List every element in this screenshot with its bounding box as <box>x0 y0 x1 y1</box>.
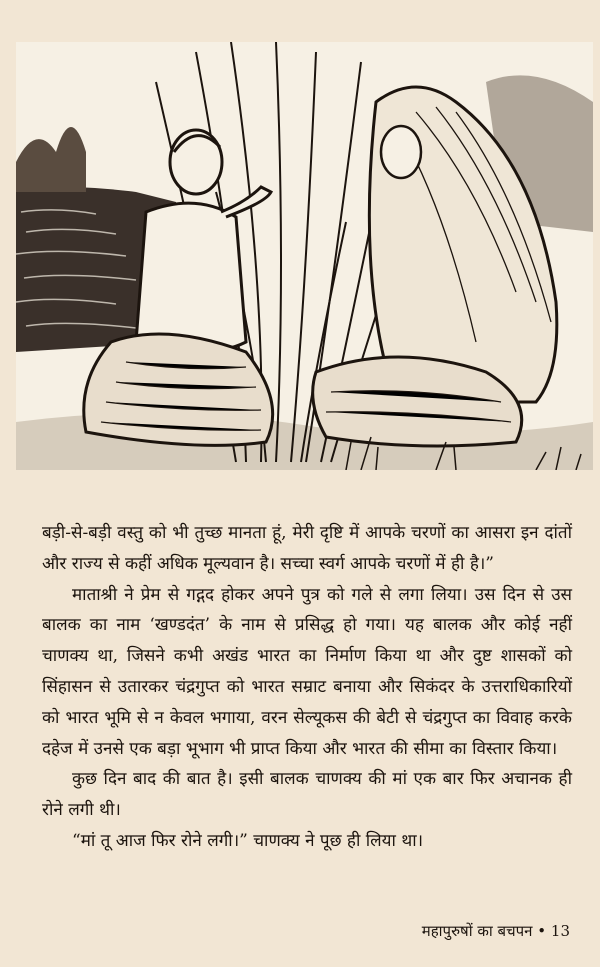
paragraph-4: “मां तू आज फिर रोने लगी।” चाणक्य ने पूछ ही लिया था। <box>72 830 424 851</box>
paragraph-2: माताश्री ने प्रेम से गद्गद होकर अपने पुत्र को गले से लगा लिया। उस दिन से उस बालक का नाम ‘खण्डदंत’ के नाम से प्रसिद्ध हो गया। यह बालक और कोई नहीं चाणक्य था, जिसने कभी अखंड भारत का निर्माण किया था और दुष्ट शासकों को सिंहासन से उतारकर चंद्रगुप्त को भारत सम्राट बनाया और सिकंदर के उत्तराधिकारियों को भारत भूमि से न केवल भगाया, वरन सेल्यूकस की बेटी से चंद्रगुप्त का विवाह करके दहेज में उनसे एक बड़ा भूभाग भी प्राप्त किया और भारत की सीमा का विस्तार किया। <box>42 584 572 759</box>
footer-separator: • <box>537 922 547 940</box>
paragraph-3: कुछ दिन बाद की बात है। इसी बालक चाणक्य की मां एक बार फिर अचानक ही रोने लगी थी। <box>42 769 572 821</box>
illustration <box>16 42 593 470</box>
body-text <box>42 518 572 857</box>
book-title: महापुरुषों का बचपन <box>421 922 533 940</box>
page-number: 13 <box>550 922 570 940</box>
paragraph-1: बड़ी-से-बड़ी वस्तु को भी तुच्छ मानता हूं, मेरी दृष्टि में आपके चरणों का आसरा इन दांतों और राज्य से कहीं अधिक मूल्यवान है। सच्चा स्वर्ग आपके चरणों में ही है।” <box>42 523 572 574</box>
page-footer <box>422 919 570 943</box>
illustration-art <box>16 42 593 470</box>
